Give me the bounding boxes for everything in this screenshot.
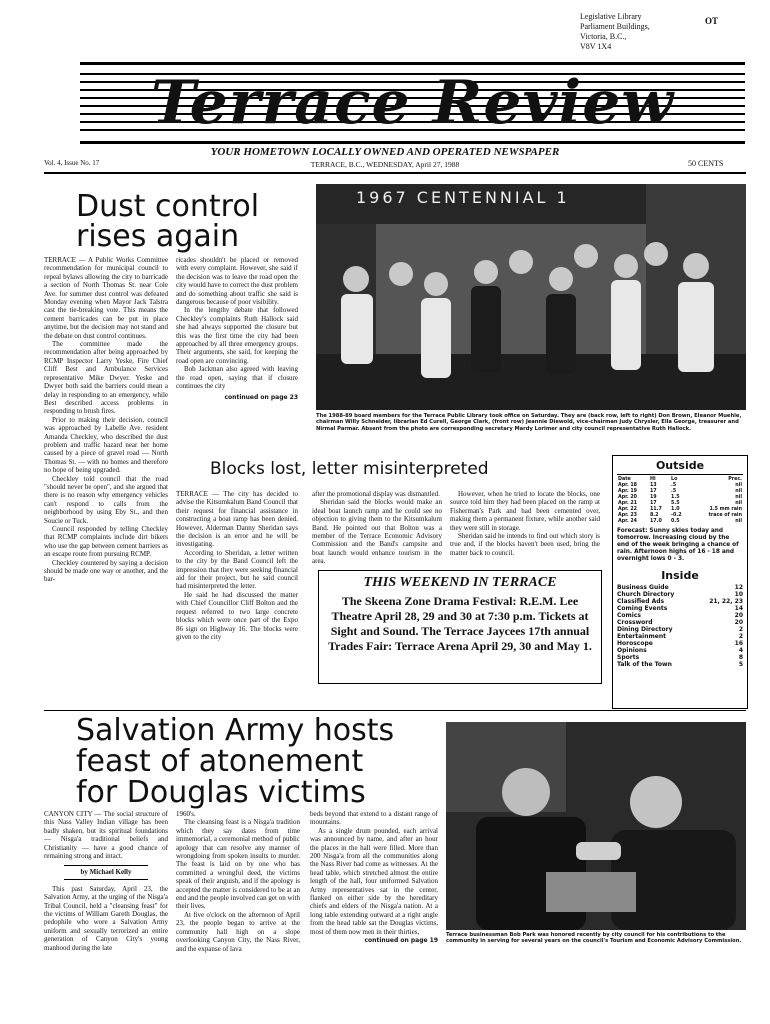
paragraph: Checkley told council that the road "should never be open", and she argued that there is no reason why emergency vehicles can't respond to calls from the neighborhood by using Eby St., and then Soucie or Tuck. <box>44 474 168 525</box>
weather-cell: Apr. 18 <box>618 483 637 488</box>
paragraph: after the promotional display was dismantled. <box>312 490 440 498</box>
index-label: Church Directory <box>617 591 675 598</box>
library-address <box>580 12 710 52</box>
index-page: 20 <box>734 619 743 626</box>
weather-cell: nil <box>735 483 742 488</box>
paragraph: Sheridan said the blocks would make an ideal boat launch ramp and he could see no objection to giving them to the Kitsumkalum Band. He pointed out that Bolton was a member of the Terrace Economic Advisory Commission and the Band's campsite and boat launch would enhance tourism in the area. <box>312 498 442 566</box>
salvation-column-1 <box>44 810 168 952</box>
paragraph: However, when he tried to locate the blocks, one source told him they had been placed on the ramp at Fisherman's Park and had been cemented over, making them a permanent fixture, while another said they were still in storage. <box>450 490 600 532</box>
index-page: 8 <box>738 654 743 661</box>
masthead-title: Terrace Review <box>150 68 675 138</box>
index-item <box>617 591 743 598</box>
weather-cell: nil <box>735 519 742 524</box>
outside-title: Outside <box>655 459 705 472</box>
address-line: Parliament Buildings, <box>580 22 650 31</box>
index-item <box>617 605 743 612</box>
index-item <box>617 584 743 591</box>
headline-line: Dust control <box>76 189 260 224</box>
headline-line: rises again <box>76 219 240 254</box>
address-line: Legislative Library <box>580 12 642 21</box>
weather-cell: 0.5 <box>671 519 680 524</box>
paragraph: ricades shouldn't be placed or removed with every complaint. However, she said if the decision was to leave the road open the city would have to correct the dust problem and do something about traffic she said is dangerous because of poor visibility. <box>176 256 298 307</box>
index-page: 2 <box>738 633 743 640</box>
blocks-column-3 <box>450 490 600 557</box>
index-item <box>617 619 743 626</box>
weather-cell: Lo <box>671 477 678 482</box>
index-item <box>617 598 743 605</box>
photo-caption: Terrace businessman Bob Park was honored recently by city council for his contributions to the community in serving for several years on the council's Tourism and Economic Advisory Commission. <box>446 932 742 945</box>
index-item <box>617 647 743 654</box>
paragraph: CANYON CITY — The social structure of this Nass Valley Indian village has been badly shaken, but its spiritual foundations — Nisga'a traditional beliefs and Christianity — have a good chance of remaining strong and intact. <box>44 810 168 861</box>
index-item <box>617 626 743 633</box>
index-page: 4 <box>738 647 743 654</box>
paragraph: This past Saturday, April 23, the Salvation Army, at the urging of the Nisga'a Tribal Council, held a "cleansing feast" for the victims of William Gareth Douglas, the pedophile who wore a Salvation Army uniform and sexually terrorized an entire generation of Canyon City's young manhood during the late <box>44 884 168 952</box>
index-label: Business Guide <box>617 584 669 591</box>
bob-park-photo <box>446 722 746 930</box>
salvation-column-2 <box>176 810 300 953</box>
paragraph: In the lengthy debate that followed Checkley's complaints Ruth Hallock said she had always supported the closure but this was the first time the city had been approached by all three emergency groups. Their arguments, she said, for keeping the road open are convincing. <box>176 306 298 365</box>
index-page: 14 <box>734 605 743 612</box>
address-line: V8V 1X4 <box>580 42 612 51</box>
dust-headline <box>76 189 260 254</box>
index-page: 10 <box>734 591 743 598</box>
salvation-headline <box>76 715 394 808</box>
weather-row <box>617 519 743 525</box>
slogan: YOUR HOMETOWN LOCALLY OWNED AND OPERATED NEWSPAPER <box>210 146 560 158</box>
library-board-photo <box>316 184 746 410</box>
index-item <box>617 612 743 619</box>
weather-cell: 13 <box>649 483 657 488</box>
paragraph: The cleansing feast is a Nisga'a tradition which they say dates from time immemorial, a ceremonial method of public apology that can resolve any manner of wrongdoing from spoken insults to murder. The feast is laid on by one who has committed a wrongful deed, the victims speak of their anguish, and if the apology is accepted the matter is considered to be at an end and the people involved can get on with their lives. <box>176 818 300 911</box>
weather-table <box>617 477 743 525</box>
byline: by Michael Kelly <box>80 868 132 877</box>
paragraph: Bob Jackman also agreed with leaving the road open, saying that if closure continues the city <box>176 365 298 391</box>
index-item <box>617 661 743 668</box>
index-label: Sports <box>617 654 640 661</box>
paragraph: As a single drum pounded, each arrival was announced by name, and after an hour the places in the hall were filled. More than 200 Nisga'a from all the communities along the Nass River had come as witnesses. At the head table, which stretched almost the entire length of the hall, four uniformed Salvation Army representatives sat in the center, flanked on either side by the hereditary chiefs and elders of the Nisga'a nation. At a long table extending outward at a right angle from the head table sat the Douglas victims, most of them now men in their thirties, <box>310 826 438 936</box>
blocks-column-2 <box>312 490 442 566</box>
award-photo-illustration <box>446 722 746 930</box>
weather-cell: .5 <box>671 489 677 494</box>
weather-cell: nil <box>735 501 742 506</box>
index-page: 2 <box>738 626 743 633</box>
weather-cell: .5 <box>671 483 677 488</box>
index-item <box>617 654 743 661</box>
paragraph: He said he had discussed the matter with Chief Councillor Cliff Bolton and the request referred to two large concrete blocks which were once part of the Expo 86 sign on Highway 16. The blocks were given to the city <box>176 590 298 641</box>
index-label: Horoscope <box>617 640 653 647</box>
weekend-text: The Skeena Zone Drama Festival: R.E.M. Lee Theatre April 28, 29 and 30 at 7:30 p.m. Tickets at Sight and Sound. The Terrace Jaycees 17th annual Trades Fair: Terrace Arena April 29, 30 and May 1. <box>328 594 592 653</box>
weather-cell: Date <box>618 477 631 482</box>
weekend-box <box>318 570 602 684</box>
forecast: Forecast: Sunny skies today and tomorrow. Increasing cloud by the end of the week bringing a chance of rain. Afternoon highs of 16 - 18 and overnight lows 0 - 3. <box>617 528 739 562</box>
index-label: Crossword <box>617 619 653 626</box>
centennial-banner: 1967 CENTENNIAL 1 <box>356 188 570 207</box>
group-photo-illustration <box>316 184 746 410</box>
photo-caption: The 1988-89 board members for the Terrace Public Library took office on Saturday. They are (back row, left to right) Don Brown, Eleanor Muehle, chairman Willy Schneider, librarian Ed Curell, George Clark, (front row) Jeannie Diewold, vice-chairman Judy Chrysler, Ella George, treasurer and Nirmal Parmar. Absent from the photo are corresponding secretary Mardy Lorimer and city council representative Ruth Hallock. <box>316 413 742 432</box>
paragraph: TERRACE — The city has decided to advise the Kitsumkalum Band Council that their request for financial assistance in constructing a boat ramp has been denied. However, Alderman Danny Sheridan says the decision is an error and he will be investigating. <box>176 490 298 549</box>
weather-cell: 19 <box>649 495 657 500</box>
index-label: Classified Ads <box>617 598 665 605</box>
paragraph: TERRACE — A Public Works Committee recommendation for municipal council to repeal bylaws allowing the city to barricade a section of North Thomas St. near Cole Ave. for summer dust control was defeated Monday evening when Mayor Jack Talstra cast the tie-breaking vote. This means the cement barricades can be put in place anytime, but the decision may not stand and the debate on dust control continues. <box>44 256 168 340</box>
blocks-column-1 <box>176 490 298 641</box>
weather-cell: Apr. 21 <box>618 501 637 506</box>
paragraph: Prior to making their decision, council was approached by Labelle Ave. resident Amanda Checkley, who described the dust problem and traffic hazard near her home caused by a piece of gravel road — North Thomas St. — with no homes and therefore no hope of being upgraded. <box>44 415 168 475</box>
index-label: Entertainment <box>617 633 666 640</box>
index-label: Coming Events <box>617 605 668 612</box>
weather-grid <box>617 477 743 525</box>
index-page: 16 <box>734 640 743 647</box>
paragraph: Sheridan said he intends to find out which story is true and, if the blocks haven't been used, bring the matter back to council. <box>450 532 600 557</box>
paragraph: Council responded by telling Checkley that RCMP complaints include dirt bikers who use the gap between cement barriers as an escape route from pursuing RCMP. <box>44 525 168 559</box>
index-page: 12 <box>734 584 743 591</box>
weekend-title: THIS WEEKEND IN TERRACE <box>363 575 557 590</box>
weather-cell: Apr. 20 <box>618 495 637 500</box>
paragraph: beds beyond that extend to a distant range of mountains. <box>310 810 438 827</box>
weather-cell: 11.7 <box>649 507 662 512</box>
sidebar-box <box>612 455 748 709</box>
weather-cell: 17 <box>649 501 657 506</box>
paragraph: The committee made the recommendation after being approached by RCMP Inspector Larry Yeske, Fire Chief Cliff Best and Ambulance Services representative Mike Dwyer. Yeske and Dwyer both said the barriers could mean a delay in responding to an emergency, while Best described access problems in responding to brush fires. <box>44 340 168 416</box>
dust-column-1 <box>44 256 168 584</box>
index-item <box>617 633 743 640</box>
paragraph: According to Sheridan, a letter written to the city by the Band Council left the impression that they were seeking financial aid for their project, but he said council had misinterpreted the letter. <box>176 548 298 591</box>
weather-cell: Hi <box>649 477 656 482</box>
dust-column-2 <box>176 256 298 402</box>
headline-line: for Douglas victims <box>76 775 366 810</box>
salvation-column-3 <box>310 810 438 946</box>
dateline: TERRACE, B.C., WEDNESDAY, April 27, 1988 <box>310 160 460 169</box>
price: 50 CENTS <box>688 159 724 168</box>
continued-note: continued on page 19 <box>364 937 438 945</box>
weather-cell: 8.2 <box>649 513 659 518</box>
weather-cell: Prec. <box>728 477 742 482</box>
weather-cell: Apr. 22 <box>618 507 637 512</box>
index-label: Talk of the Town <box>617 661 672 668</box>
weather-cell: 17 <box>649 489 657 494</box>
weather-cell: 1.0 <box>671 507 680 512</box>
corner-mark: OT <box>705 16 719 26</box>
weather-cell: trace of rain <box>708 513 742 518</box>
issue-number: Vol. 4, Issue No. 17 <box>44 159 100 167</box>
weather-cell: nil <box>735 495 742 500</box>
blocks-headline: Blocks lost, letter misinterpreted <box>210 459 489 479</box>
weather-cell: nil <box>735 489 742 494</box>
headline-line: Salvation Army hosts <box>76 713 395 748</box>
index-label: Comics <box>617 612 641 619</box>
index-page: 5 <box>738 661 743 668</box>
weather-cell: 1.5 mm rain <box>709 507 742 512</box>
weather-cell: Apr. 24 <box>618 519 637 524</box>
continued-note: continued on page 23 <box>224 393 298 401</box>
weather-cell: Apr. 19 <box>618 489 637 494</box>
paragraph: At five o'clock on the afternoon of April 23, the people began to arrive at the community hall high on a slope overlooking Canyon City, the Nass River, and the expanse of lava <box>176 910 300 953</box>
divider <box>44 710 746 711</box>
address-line: Victoria, B.C., <box>580 32 627 41</box>
paragraph: Checkley countered by saying a decision should be made one way or another, and the bar- <box>44 558 168 584</box>
index-label: Dining Directory <box>617 626 673 633</box>
inside-title: Inside <box>661 569 699 582</box>
weather-cell: -0.2 <box>671 513 682 518</box>
masthead <box>80 62 745 144</box>
headline-line: feast of atonement <box>76 744 364 779</box>
index-item <box>617 640 743 647</box>
index-page: 20 <box>734 612 743 619</box>
paragraph: 1960's. <box>176 810 196 818</box>
weather-cell: 17.0 <box>649 519 662 524</box>
index-label: Opinions <box>617 647 647 654</box>
weather-cell: 1.5 <box>671 495 680 500</box>
index-page: 21, 22, 23 <box>709 598 743 605</box>
weather-cell: Apr. 23 <box>618 513 637 518</box>
inside-index <box>617 584 743 668</box>
divider <box>44 172 746 174</box>
weather-cell: 5.5 <box>671 501 680 506</box>
